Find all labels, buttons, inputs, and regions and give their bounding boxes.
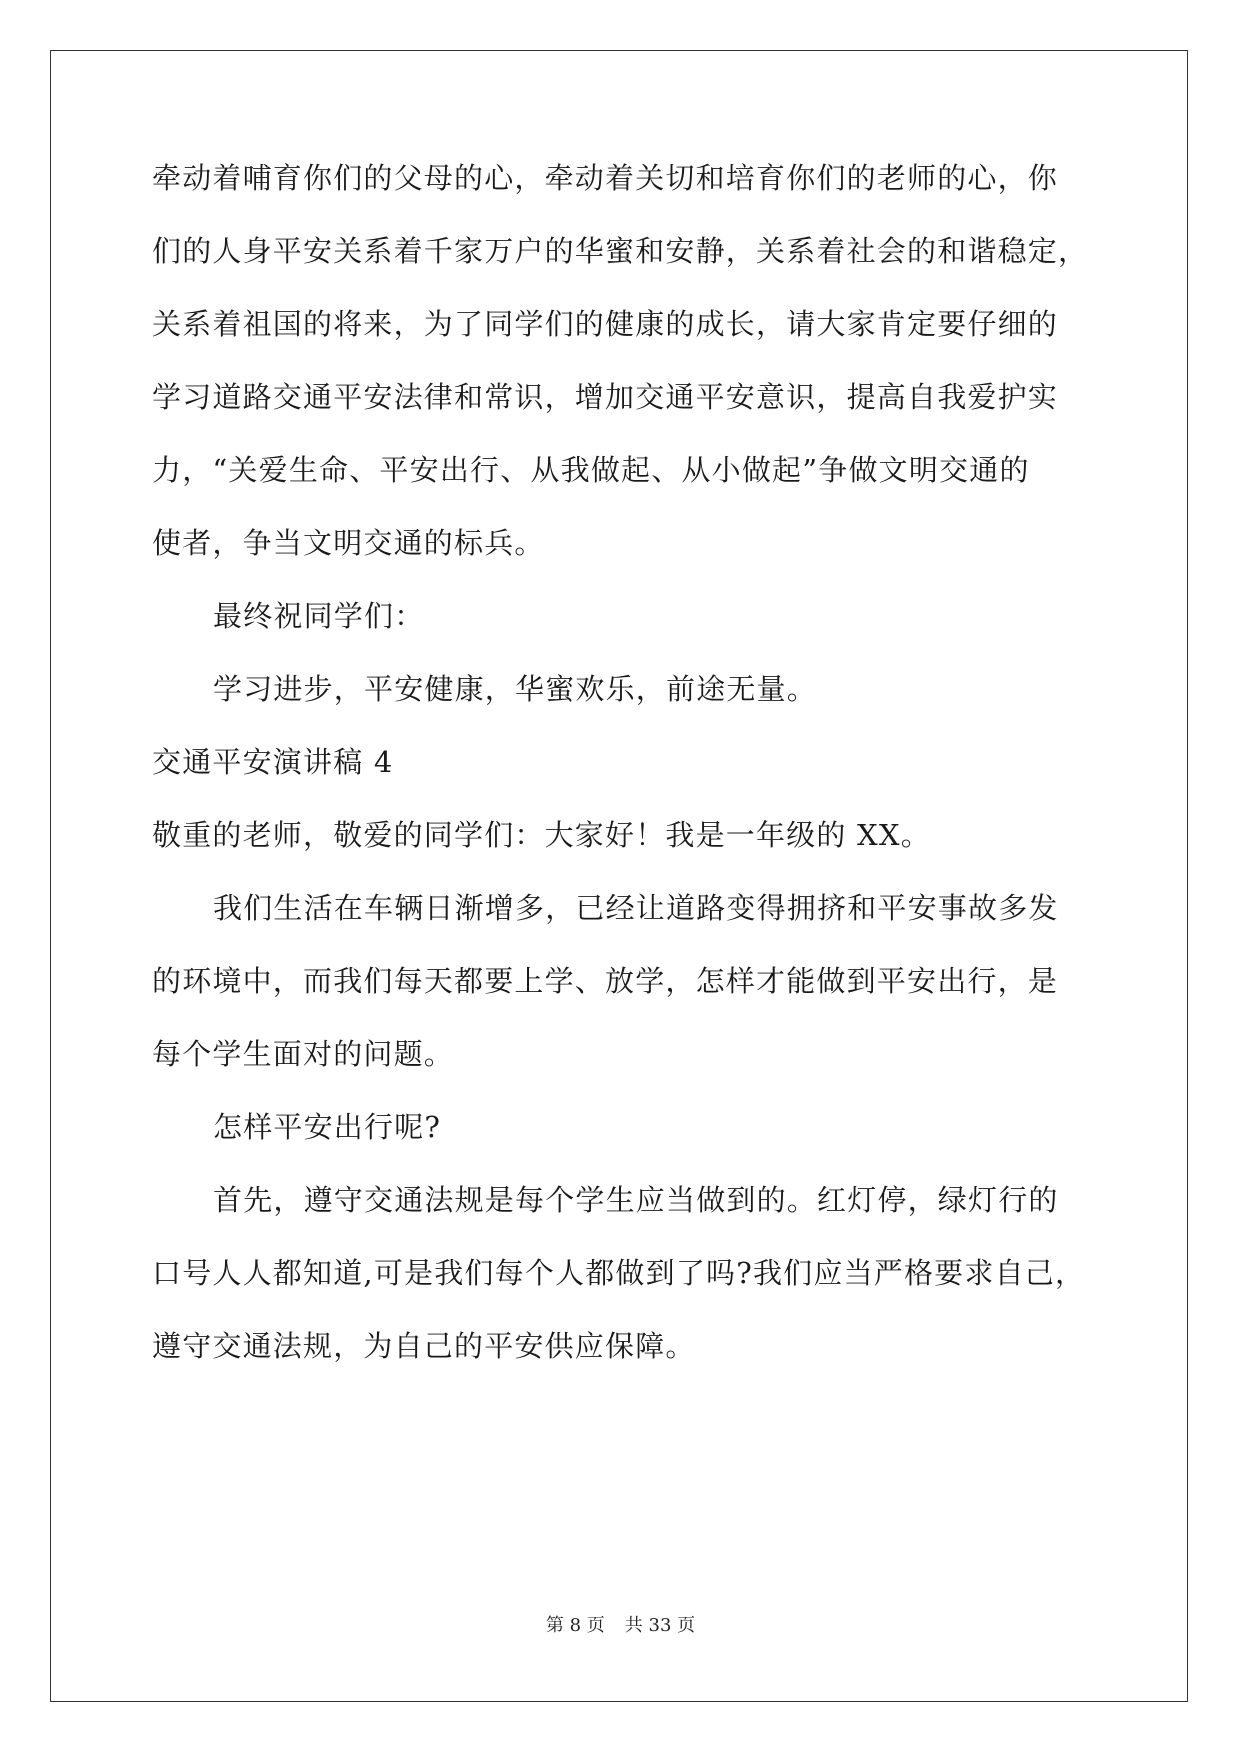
page-number-current: 第 8 页 — [545, 1615, 605, 1636]
salutation-line: 敬重的老师，敬爱的同学们：大家好！我是一年级的 XX。 — [152, 818, 931, 852]
paragraph-line: 遵守交通法规，为自己的平安供应保障。 — [152, 1329, 696, 1363]
section-heading: 交通平安演讲稿 4 — [152, 745, 394, 779]
paragraph-line: 最终祝同学们： — [213, 599, 425, 633]
paragraph-line: 学习进步，平安健康，华蜜欢乐，前途无量。 — [213, 672, 818, 706]
paragraph-line: 力，“关爱生命、平安出行、从我做起、从小做起”争做文明交通的 — [152, 453, 1030, 487]
paragraph-line: 的环境中，而我们每天都要上学、放学，怎样才能做到平安出行，是 — [152, 964, 1059, 998]
paragraph-line: 怎样平安出行呢? — [213, 1110, 442, 1144]
paragraph-line: 口号人人都知道,可是我们每个人都做到了吗?我们应当严格要求自己， — [152, 1256, 1086, 1290]
paragraph-line: 们的人身平安关系着千家万户的华蜜和安静，关系着社会的和谐稳定， — [152, 234, 1089, 268]
page-frame — [50, 50, 1188, 1702]
paragraph-line: 使者，争当文明交通的标兵。 — [152, 526, 545, 560]
paragraph-line: 每个学生面对的问题。 — [152, 1037, 455, 1071]
paragraph-line: 关系着祖国的将来，为了同学们的健康的成长，请大家肯定要仔细的 — [152, 307, 1059, 341]
paragraph-line: 牵动着哺育你们的父母的心，牵动着关切和培育你们的老师的心，你 — [152, 161, 1059, 195]
page-number-total: 共 33 页 — [624, 1615, 696, 1636]
paragraph-line: 学习道路交通平安法律和常识，增加交通平安意识，提高自我爱护实 — [152, 380, 1059, 414]
paragraph-line: 首先，遵守交通法规是每个学生应当做到的。红灯停，绿灯行的 — [213, 1183, 1059, 1217]
page-footer — [0, 1614, 1241, 1638]
paragraph-line: 我们生活在车辆日渐增多，已经让道路变得拥挤和平安事故多发 — [213, 891, 1059, 925]
